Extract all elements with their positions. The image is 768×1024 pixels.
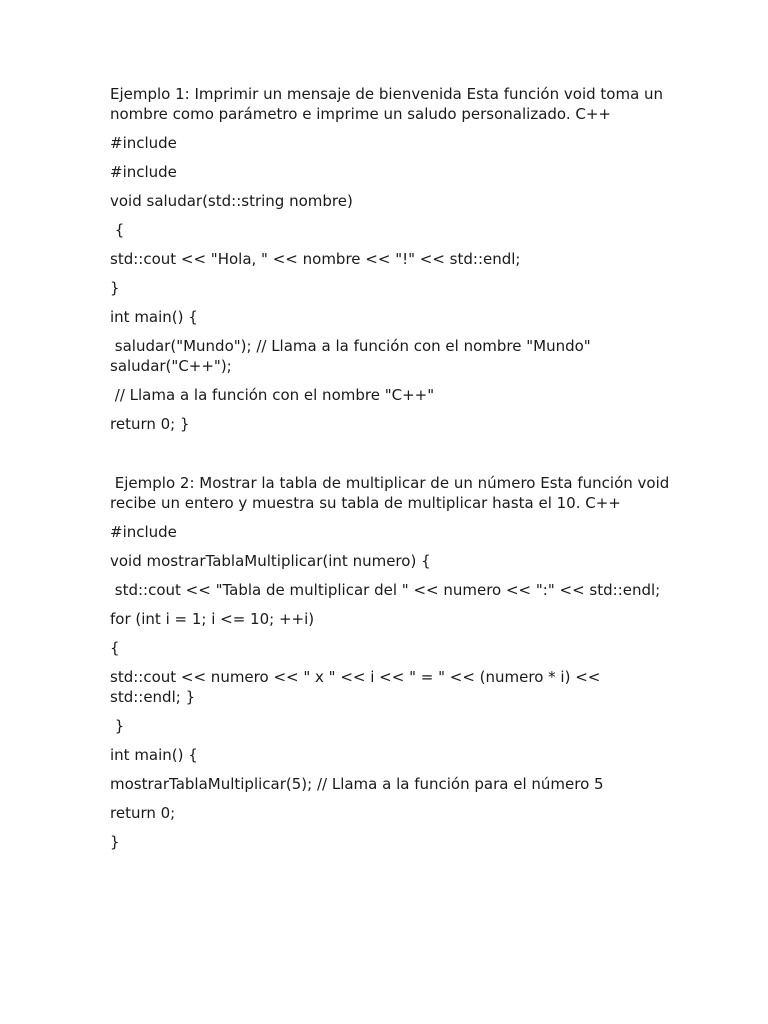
code-line: } <box>110 833 120 851</box>
code-line: } <box>110 717 125 735</box>
example-2-section <box>110 473 675 852</box>
code-line: #include <box>110 134 177 152</box>
code-line: // Llama a la función con el nombre "C++" <box>110 386 435 404</box>
example-2-heading: Ejemplo 2: Mostrar la tabla de multiplicar de un número Esta función void recibe un entero y muestra su tabla de multiplicar hasta el 10. C++ <box>110 474 675 512</box>
code-line: } <box>110 279 120 297</box>
code-line: void mostrarTablaMultiplicar(int numero) { <box>110 552 431 570</box>
code-line: std::cout << "Hola, " << nombre << "!" << std::endl; <box>110 250 521 268</box>
code-line: mostrarTablaMultiplicar(5); // Llama a la función para el número 5 <box>110 775 604 793</box>
section-spacer <box>110 443 670 473</box>
code-line: saludar("Mundo"); // Llama a la función con el nombre "Mundo" saludar("C++"); <box>110 337 596 375</box>
code-line: std::cout << "Tabla de multiplicar del " << numero << ":" << std::endl; <box>110 581 661 599</box>
code-line: #include <box>110 523 177 541</box>
code-line: return 0; } <box>110 415 190 433</box>
code-line: void saludar(std::string nombre) <box>110 192 353 210</box>
code-line: int main() { <box>110 308 198 326</box>
code-line: int main() { <box>110 746 198 764</box>
code-line: #include <box>110 163 177 181</box>
example-1-section <box>110 84 670 434</box>
document-page <box>110 84 675 861</box>
code-line: for (int i = 1; i <= 10; ++i) <box>110 610 315 628</box>
example-1-heading: Ejemplo 1: Imprimir un mensaje de bienvenida Esta función void toma un nombre como parámetro e imprime un saludo personalizado. C++ <box>110 85 668 123</box>
code-line: return 0; <box>110 804 176 822</box>
code-line: { <box>110 221 125 239</box>
code-line: { <box>110 639 120 657</box>
code-line: std::cout << numero << " x " << i << " = " << (numero * i) << std::endl; } <box>110 668 606 706</box>
